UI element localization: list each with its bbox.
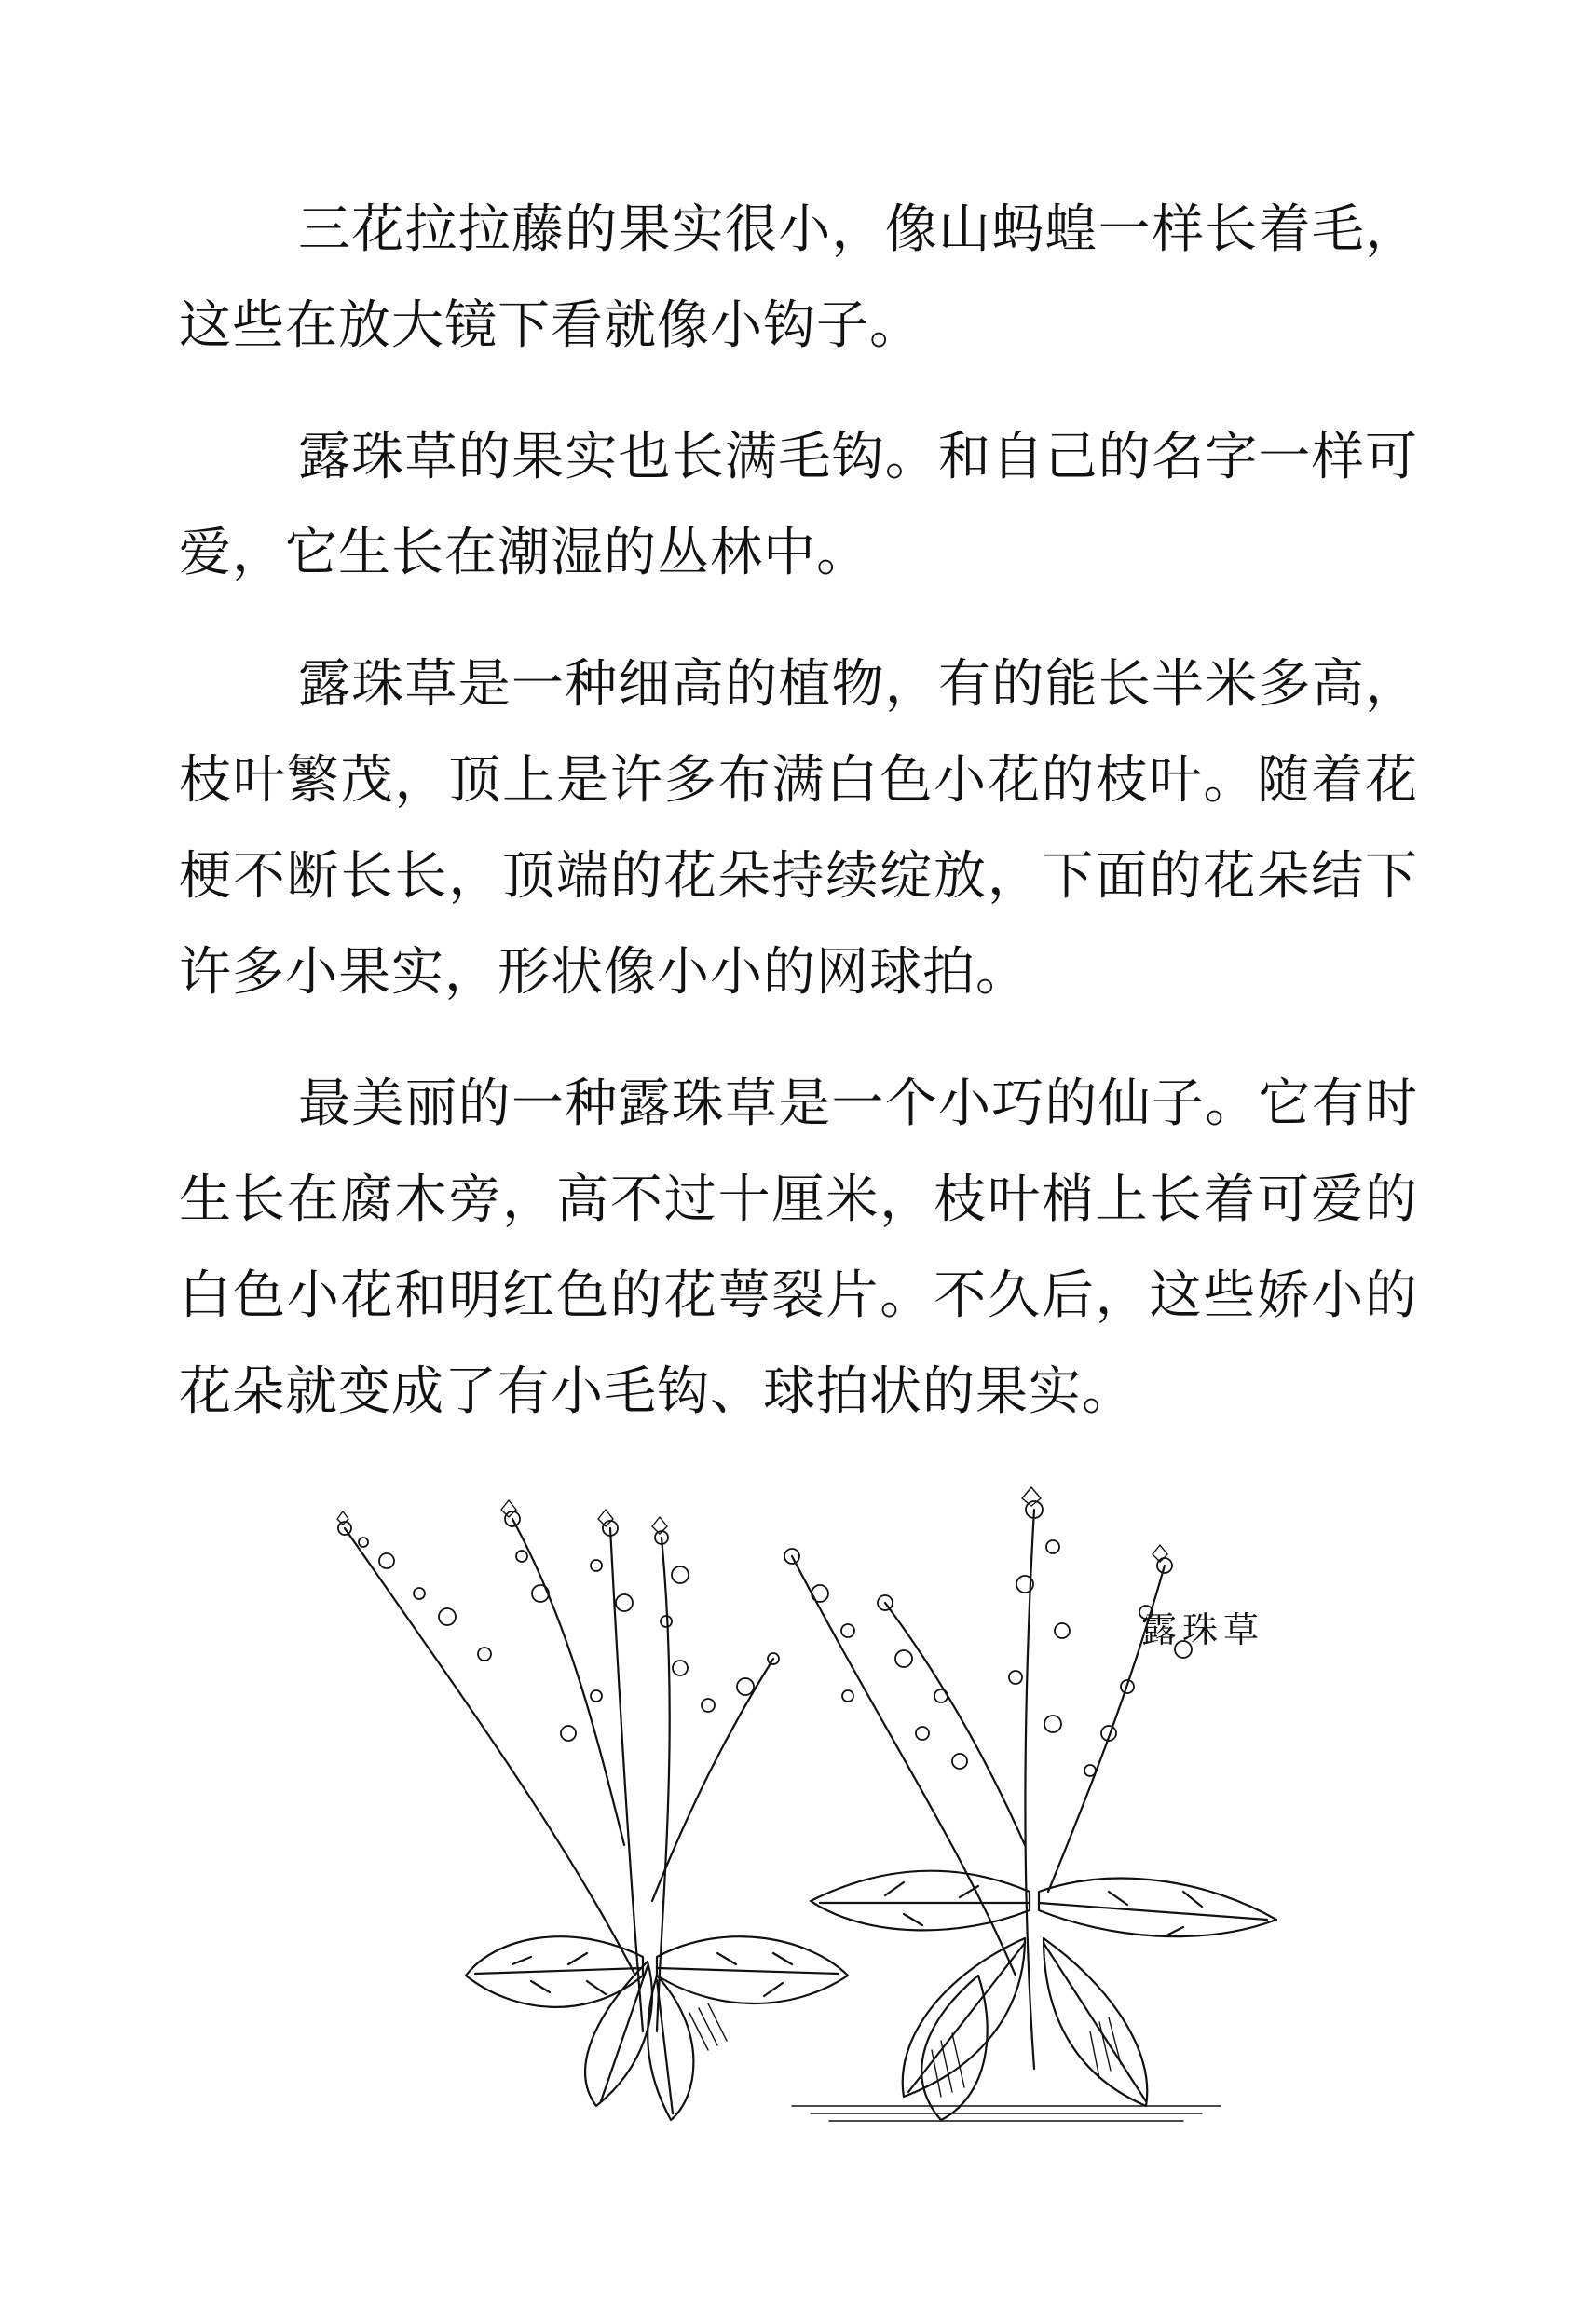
paragraph-2: 露珠草的果实也长满毛钩。和自己的名字一样可爱，它生长在潮湿的丛林中。 [179, 427, 1418, 583]
stem [1026, 1510, 1034, 2069]
article-body [179, 182, 1418, 1475]
flower-cluster [338, 1501, 1192, 1776]
paragraph-4: 最美丽的一种露珠草是一个小巧的仙子。它有时生长在腐木旁，高不过十厘米，枝叶梢上长着可爱的白色小花和明红色的花萼裂片。不久后，这些娇小的花朵就变成了有小毛钩、球拍状的果实。 [179, 1073, 1418, 1422]
stem [792, 1556, 1016, 1976]
leaf [1039, 1879, 1276, 1937]
stem [885, 1603, 1025, 1845]
stem [657, 1538, 670, 2031]
leaf [811, 1871, 1030, 1931]
stem [345, 1528, 635, 1976]
plant-illustration [289, 1454, 1314, 2125]
flower-petals [337, 1487, 1167, 1562]
leaf [921, 1976, 987, 2120]
paragraph-3: 露珠草是一种细高的植物，有的能长半米多高，枝叶繁茂，顶上是许多布满白色小花的枝叶。随着花梗不断长长，顶端的花朵持续绽放，下面的花朵结下许多小果实，形状像小小的网球拍。 [179, 654, 1418, 1003]
figure-caption: 露珠草 [1141, 1609, 1265, 1650]
paragraph-1: 三花拉拉藤的果实很小，像山蚂蝗一样长着毛，这些在放大镜下看就像小钩子。 [179, 199, 1418, 356]
